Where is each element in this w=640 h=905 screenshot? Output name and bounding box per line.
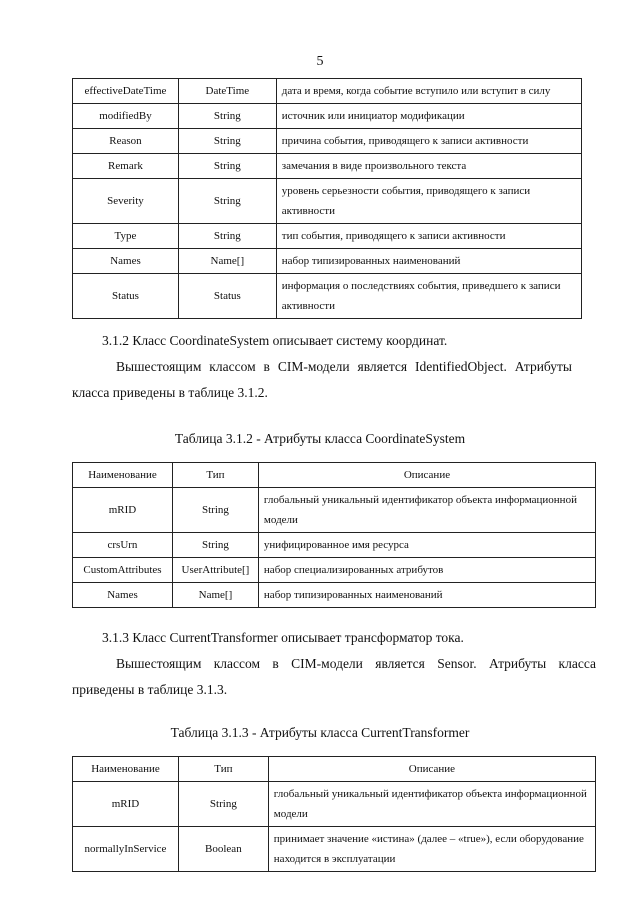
cell-type: Boolean bbox=[178, 827, 268, 872]
cell-name: Severity bbox=[73, 179, 179, 224]
cell-desc: дата и время, когда событие вступило или вступит в силу bbox=[276, 79, 581, 104]
cell-name: Remark bbox=[73, 154, 179, 179]
table-header-row bbox=[73, 757, 596, 782]
cell-desc: источник или инициатор модификации bbox=[276, 104, 581, 129]
column-header: Тип bbox=[178, 757, 268, 782]
section-heading-3-1-3: 3.1.3 Класс CurrentTransformer описывает трансформатор тока. bbox=[102, 630, 464, 645]
table-row bbox=[73, 583, 596, 608]
cell-name: Names bbox=[73, 249, 179, 274]
cell-desc: замечания в виде произвольного текста bbox=[276, 154, 581, 179]
table-row bbox=[73, 488, 596, 533]
cell-name: Reason bbox=[73, 129, 179, 154]
paragraph-line: класса приведены в таблице 3.1.2. bbox=[72, 385, 268, 400]
paragraph-line: Вышестоящим классом в CIM-модели является Sensor. Атрибуты класса bbox=[116, 656, 596, 671]
cell-type: String bbox=[178, 782, 268, 827]
column-header: Описание bbox=[258, 463, 595, 488]
paragraph-line: приведены в таблице 3.1.3. bbox=[72, 682, 228, 697]
cell-name: normallyInService bbox=[73, 827, 179, 872]
cell-type: String bbox=[178, 179, 276, 224]
cell-desc: тип события, приводящего к записи активности bbox=[276, 224, 581, 249]
cell-desc: глобальный уникальный идентификатор объекта информационной модели bbox=[258, 488, 595, 533]
cell-name: Status bbox=[73, 274, 179, 319]
paragraph-line: Вышестоящим классом в CIM-модели является IdentifiedObject. Атрибуты bbox=[116, 359, 572, 374]
table-row bbox=[73, 533, 596, 558]
page-number: 5 bbox=[316, 54, 324, 69]
cell-type: Name[] bbox=[178, 249, 276, 274]
cell-type: String bbox=[178, 154, 276, 179]
table-header-row bbox=[73, 463, 596, 488]
table-caption: Таблица 3.1.3 - Атрибуты класса CurrentTransformer bbox=[170, 725, 470, 740]
cell-desc: принимает значение «истина» (далее – «true»), если оборудование находится в эксплуатации bbox=[268, 827, 595, 872]
table-row bbox=[73, 274, 582, 319]
table-row bbox=[73, 154, 582, 179]
current-transformer-table bbox=[72, 756, 596, 872]
column-header: Наименование bbox=[73, 463, 173, 488]
table-row bbox=[73, 179, 582, 224]
coordinate-system-table bbox=[72, 462, 596, 608]
table-row bbox=[73, 558, 596, 583]
table-row bbox=[73, 129, 582, 154]
cell-type: Name[] bbox=[172, 583, 258, 608]
cell-desc: набор специализированных атрибутов bbox=[258, 558, 595, 583]
cell-type: DateTime bbox=[178, 79, 276, 104]
column-header: Наименование bbox=[73, 757, 179, 782]
table-row bbox=[73, 104, 582, 129]
cell-desc: причина события, приводящего к записи активности bbox=[276, 129, 581, 154]
cell-desc: уровень серьезности события, приводящего к записи активности bbox=[276, 179, 581, 224]
cell-type: String bbox=[178, 129, 276, 154]
cell-name: CustomAttributes bbox=[73, 558, 173, 583]
cell-desc: набор типизированных наименований bbox=[258, 583, 595, 608]
cell-desc: информация о последствиях события, приведшего к записи активности bbox=[276, 274, 581, 319]
table-row bbox=[73, 827, 596, 872]
cell-name: mRID bbox=[73, 488, 173, 533]
cell-name: modifiedBy bbox=[73, 104, 179, 129]
cell-name: mRID bbox=[73, 782, 179, 827]
column-header: Описание bbox=[268, 757, 595, 782]
table-row bbox=[73, 782, 596, 827]
cell-desc: набор типизированных наименований bbox=[276, 249, 581, 274]
cell-name: Type bbox=[73, 224, 179, 249]
cell-type: String bbox=[178, 104, 276, 129]
cell-type: String bbox=[172, 533, 258, 558]
cell-name: Names bbox=[73, 583, 173, 608]
cell-type: Status bbox=[178, 274, 276, 319]
table-row bbox=[73, 79, 582, 104]
cell-type: UserAttribute[] bbox=[172, 558, 258, 583]
cell-name: crsUrn bbox=[73, 533, 173, 558]
cell-desc: унифицированное имя ресурса bbox=[258, 533, 595, 558]
cell-type: String bbox=[172, 488, 258, 533]
cell-name: effectiveDateTime bbox=[73, 79, 179, 104]
cell-type: String bbox=[178, 224, 276, 249]
cell-desc: глобальный уникальный идентификатор объекта информационной модели bbox=[268, 782, 595, 827]
table-row bbox=[73, 249, 582, 274]
table-caption: Таблица 3.1.2 - Атрибуты класса CoordinateSystem bbox=[174, 431, 466, 446]
column-header: Тип bbox=[172, 463, 258, 488]
section-heading-3-1-2: 3.1.2 Класс CoordinateSystem описывает систему координат. bbox=[102, 333, 448, 348]
table-row bbox=[73, 224, 582, 249]
attributes-table-continued bbox=[72, 78, 582, 319]
